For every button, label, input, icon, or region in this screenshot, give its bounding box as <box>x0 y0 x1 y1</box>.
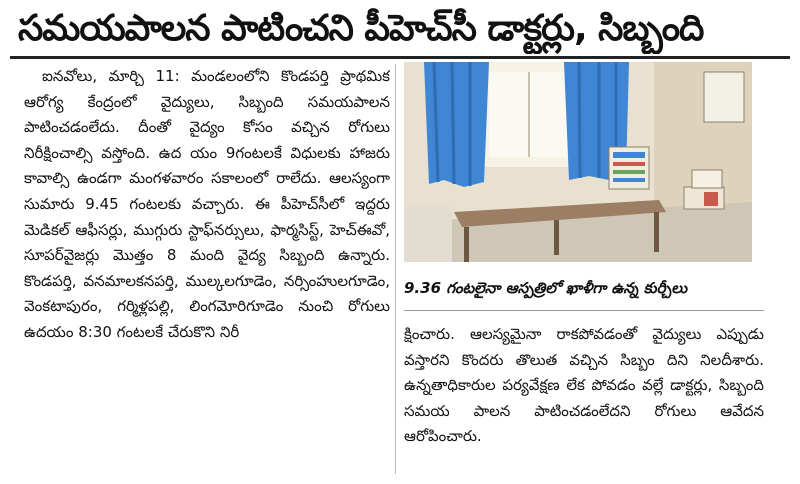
article-body-left: ఐనవోలు, మార్చి 11: మండలంలోని కొండపర్తి ప్రాథమిక ఆరోగ్య కేంద్రంలో వైద్యులు, సిబ్బంది సమయపాలన పాటించడంలేదు. దీంతో వైద్యం కోసం వచ్చిన రోగులు నిరీక్షించాల్సి వస్తోంది. ఉద యం 9గంటలకే విధులకు హాజరు కావాల్సి ఉండగా మంగళవారం సకాలంలో రాలేదు. ఆలస్యంగా సుమారు 9.45 గంటలకు వచ్చారు. ఈ పీహెచ్‌సీలో ఇద్దరు మెడికల్ ఆఫీసర్లు, ముగ్గురు స్టాఫ్‌నర్సులు, ఫార్మసిస్ట్, హెచ్ఈవో, సూపర్‌వైజర్లు మొత్తం 8 మంది వైద్య సిబ్బంది ఉన్నారు. కొండపర్తి, వనమాలకనపర్తి, ముల్కలగూడెం, నర్సింహులగూడెం, వెంకటాపురం, గర్మిళ్లపల్లి, లింగమోరిగూడెం నుంచి రోగులు ఉదయం 8:30 గంటలకే చేరుకొని నిరీ <box>24 67 390 341</box>
clinic-room-illustration <box>404 62 752 262</box>
article-body-right: క్షించారు. ఆలస్యమైనా రాకపోవడంతో వైద్యులు ఎప్పుడు వస్తారని కొందరు తొలుత వచ్చిన సిబ్బం దిని నిలదీశారు. ఉన్నతాధికారుల పర్యవేక్షణ లేక పోవడం వల్లే డాక్టర్లు, సిబ్బంది సమయ పాలన పాటించడంలేదని రోగులు ఆవేదన ఆరోపించారు. <box>404 325 764 446</box>
headline-rule <box>10 56 790 59</box>
caption-rule <box>404 310 764 311</box>
headline: సమయపాలన పాటించని పీహెచ్‌సీ డాక్టర్లు, సిబ్బంది <box>18 8 704 49</box>
photo-caption: 9.36 గంటలైనా ఆస్పత్రిలో ఖాళీగా ఉన్న కుర్చీలు <box>404 279 688 297</box>
article-column-left <box>24 64 390 478</box>
article-column-right <box>404 322 764 472</box>
column-divider <box>395 64 396 474</box>
news-photo <box>404 62 752 262</box>
